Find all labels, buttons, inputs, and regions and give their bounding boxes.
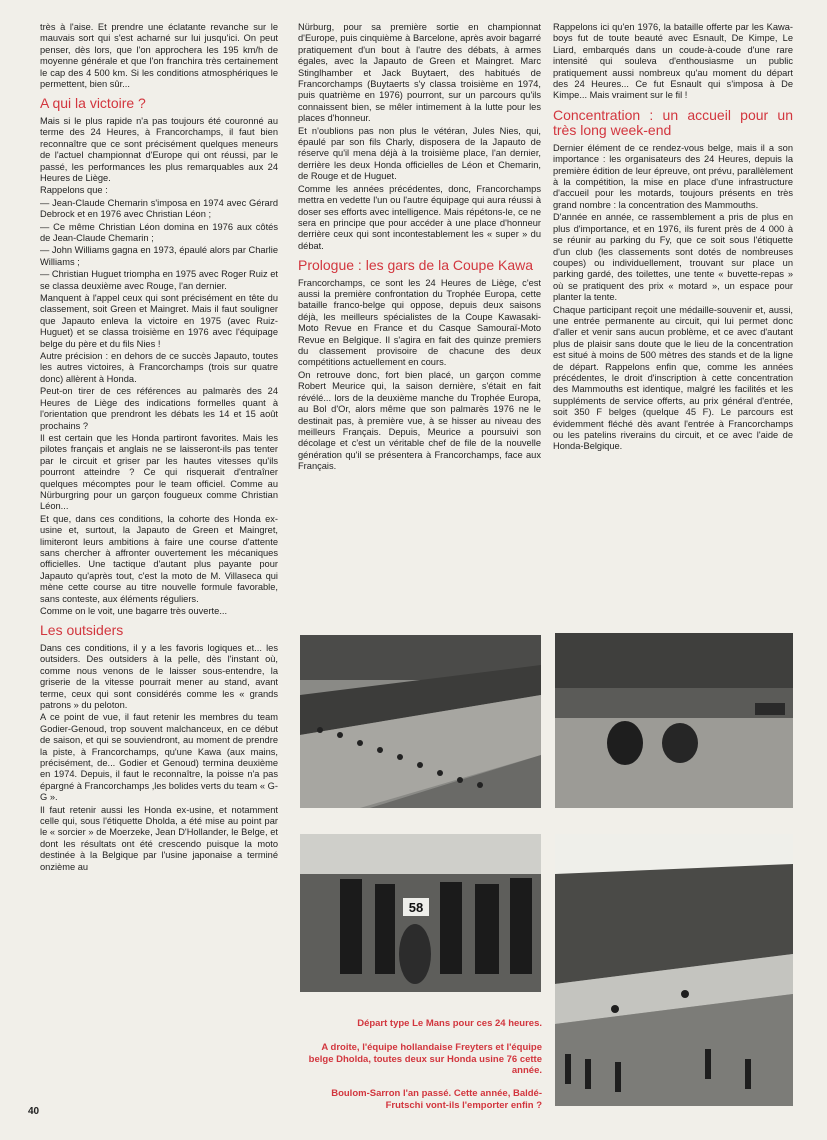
- paragraph: — Christian Huguet triompha en 1975 avec Roger Ruiz et se classa deuxième avec Rouge, l'an dernier.: [40, 269, 278, 291]
- photo-caption: Boulom-Sarron l'an passé. Cette année, Baldé-Frutschi vont-ils l'emporter enfin ?: [331, 1088, 542, 1111]
- photo-caption: Départ type Le Mans pour ces 24 heures.: [357, 1018, 542, 1029]
- paragraph: Il est certain que les Honda partiront favorites. Mais les pilotes français et anglais ne se laisseront-ils pas tenter par le circuit et griser par les hautes vitesses qu'ils pourront atteindre ? Ce qui risquerait d'entraîner quelques mécomptes pour le team officiel. Comme au Nürburgring pour un garçon fougueux comme Christian Léon...: [40, 432, 278, 512]
- paragraph: A ce point de vue, il faut retenir les membres du team Godier-Genoud, trop souvent malchanceux, en ce début de saison, et qui se souviendront, au moment de prendre la piste, à Francorchamps, qu'une Kawa (aux mains, précisément, de... Godier et Genoud) termina deuxième en 1974. Depuis, il faut le reconnaître, la poisse n'a pas épargné à Francorchamps ,les bolides verts du team « G-G ».: [40, 712, 278, 803]
- paragraph: Dans ces conditions, il y a les favoris logiques et... les outsiders. Des outsiders à la pelle, dès l'instant où, comme nous venons de le laisser sous-entendre, la griserie de la vitesse pourrait mener au stand, avant terme, ceux qui sont considérés comme les « grands patrons » du peloton.: [40, 642, 278, 710]
- column-3: [553, 22, 793, 454]
- paragraph: Et n'oublions pas non plus le vétéran, Jules Nies, qui, épaulé par son fils Charly, disposera de la Japauto de réserve qu'il mena déjà à la troisième place, l'an dernier, derrière les deux Honda officielles de Léon et Chemarin, de Rouge et de Huguet.: [298, 125, 541, 182]
- paragraph: très à l'aise. Et prendre une éclatante revanche sur le mauvais sort qui s'est acharné sur lui jusqu'ici. On peut penser, dès lors, que l'on approchera les 195 km/h de moyenne générale et que l'on franchira très certainement le cap des 4 500 km. Si les conditions atmosphériques le permettent, bien sûr...: [40, 22, 278, 90]
- column-1: [40, 22, 278, 874]
- page-number: 40: [28, 1106, 40, 1117]
- paragraph: — Ce même Christian Léon domina en 1976 aux côtés de Jean-Claude Chemarin ;: [40, 221, 278, 243]
- paragraph: Peut-on tirer de ces références au palmarès des 24 Heures de Liège des indications formelles quant à l'orientation que prendront les débats les 14 et 15 août prochains ?: [40, 386, 278, 431]
- paragraph: Manquent à l'appel ceux qui sont précisément en tête du classement, soit Green et Maingret. Mais il faut souligner que Japauto enleva la victoire en 1975 (avec Ruiz-Huguet) et se classa troisième en 1976 avec l'équipage belge du père et du fils Nies !: [40, 293, 278, 349]
- column-2: [298, 22, 541, 474]
- bike-number: 58: [408, 900, 424, 915]
- race-start-photo: [300, 635, 541, 808]
- section-heading: Les outsiders: [40, 622, 124, 639]
- paragraph: Autre précision : en dehors de ce succès Japauto, toutes les autres victoires, à Francorchamps (trois sur quatre donc) allèrent à Honda.: [40, 351, 278, 384]
- racing-motorcycles-photo: [555, 633, 793, 808]
- paragraph: Et que, dans ces conditions, la cohorte des Honda ex-usine et, surtout, la Japauto de Green et Maingret, limiteront leurs ambitions à faire une course d'attente sans chercher à affronter ouvertement les mécaniques officielles. Une tactique d'autant plus payante pour Japauto qu'après tout, c'est la moto de M. Villaseca qui mène cette course au titre nouvelle formule favorable, sans conteste, aux éléments réguliers.: [40, 513, 278, 604]
- paragraph: D'année en année, ce rassemblement a pris de plus en plus d'importance, et en 1976, ils furent près de 4 000 à se réunir au parking du Fy, que ce soit sous l'étiquette d'un club (les classements sont dotés de nombreuses coupes) ou individuellement, trouvant sur place un parking gardé, des toilettes, une tente « buvette-repas » où se pratiquent des prix « motard », un espace pour planter la tente.: [553, 212, 793, 303]
- paragraph: Dernier élément de ce rendez-vous belge, mais il a son importance : les organisateurs des 24 Heures, depuis la première édition de leur épreuve, ont prévu, parallèlement à la compétition, la mise en place d'une infrastructure d'accueil pour les motards, toujours présents en très grand nombre : la concentration des Mammouths.: [553, 142, 793, 210]
- paragraph: Rappelons ici qu'en 1976, la bataille offerte par les Kawa-boys fut de toute beauté avec Esnault, De Kimpe, Le Liard, embarqués dans un coude-à-coude d'une rare intensité qui souleva d'enthousiasme un public pratiquement aussi nombreux qu'au moment du départ des 24 Heures... Ce fut Esnault qui s'imposa à De Kimpe... Mais vraiment sur le fil !: [553, 22, 793, 101]
- paragraph: Il faut retenir aussi les Honda ex-usine, et notamment celle qui, sous l'étiquette Dholda, a été mise au point par le « sorcier » de Moerzeke, Jean D'Hollander, le Belge, et dont les résultats ont été crescendo puisque la moto destinée à la Belgique par l'usine japonaise a terminé onzième au: [40, 804, 278, 872]
- paragraph: Nürburg, pour sa première sortie en championnat d'Europe, puis cinquième à Barcelone, après avoir bagarré pratiquement d'un bout à l'autre des débats, à armes égales, avec la Japauto de Green et Maingret. Marc Stinglhamber et Jack Buytaert, des habitués de Francorchamps (Buytaerts s'y classa troisième en 1974, puis quatrième en 1976) pourront, sur un parcours qu'ils connaissent bien, se mêler intimement à la lutte pour les places d'honneur.: [298, 22, 541, 124]
- paragraph: Comme les années précédentes, donc, Francorchamps mettra en vedette l'un ou l'autre équipage qui aura réussi à doser ses efforts avec intelligence. Mais répétons-le, ce ne sera en principe que pour accéder à une place d'honneur derrière ceux qui sont incontestablement les « super » du débat.: [298, 183, 541, 251]
- paragraph: — John Williams gagna en 1973, épaulé alors par Charlie Williams ;: [40, 245, 278, 267]
- paragraph: On retrouve donc, fort bien placé, un garçon comme Robert Meurice qui, la saison dernière, s'était en fait révélé... lors de la deuxième manche du Trophée Europa, au Bol d'Or, alors même que son palmarès 1976 ne le destinait pas, à première vue, à se hisser au niveau des meilleurs Français. Depuis, Meurice a poursuivi son décolage et c'est un véritable chef de file de la nouvelle génération qu'il se présentera à Francorchamps, face aux Français.: [298, 369, 541, 472]
- section-heading: A qui la victoire ?: [40, 95, 146, 112]
- paragraph: — Jean-Claude Chemarin s'imposa en 1974 avec Gérard Debrock et en 1976 avec Christian Léon ;: [40, 197, 278, 220]
- pit-crew-photo: [300, 834, 541, 992]
- paragraph: Comme on le voit, une bagarre très ouverte...: [40, 606, 228, 616]
- paragraph: Francorchamps, ce sont les 24 Heures de Liège, c'est aussi la première confrontation du Trophée Europa, cette bataille franco-belge qui oppose, depuis deux saisons déjà, les meilleurs spécialistes de la Coupe Kawasaki-Moto Revue en France et du Casque Samouraï-Moto Revue en Belgique. Il s'agira en fait des quinze premiers du classement provisoire de chacune des deux compétitions actuellement en cours.: [298, 277, 541, 368]
- paragraph: Rappelons que :: [40, 185, 108, 196]
- section-heading: Concentration : un accueil pour un très long week-end: [553, 106, 793, 139]
- section-heading: Prologue : les gars de la Coupe Kawa: [298, 257, 534, 274]
- grandstand-track-photo: [555, 834, 793, 1106]
- paragraph: Mais si le plus rapide n'a pas toujours été couronné au terme des 24 Heures, à Francorchamps, il faut bien reconnaître que ce sont précisément quelques meneurs de l'actuel championnat d'Europe qui ont réussi, par le passé, les performances les plus remarquables aux 24 Heures de Liège.: [40, 115, 278, 183]
- photo-caption: A droite, l'équipe hollandaise Freyters et l'équipe belge Dholda, toutes deux sur Honda usine 76 cette année.: [308, 1042, 542, 1076]
- paragraph: Chaque participant reçoit une médaille-souvenir et, aussi, une entrée permanente au circuit, qui lui permet donc d'aller et venir sans aucun problème, et ce avec d'autant plus de plaisir sans doute que le lieu de la concentration est situé à moins de 500 mètres des stands et de la ligne de départ. Rappelons enfin que, comme les années précédentes, le droit d'inscription à cette concentration des Mammouths est identique, malgré les facilités et les suppléments de service offerts, au prix général d'entrée, soit 350 F belges (quelque 45 F). Le parcours est évidemment fléché dès avant l'entrée à Francorchamps ou les patelins riverains du circuit, et ce avec l'aide de Honda-Belgique.: [553, 304, 793, 452]
